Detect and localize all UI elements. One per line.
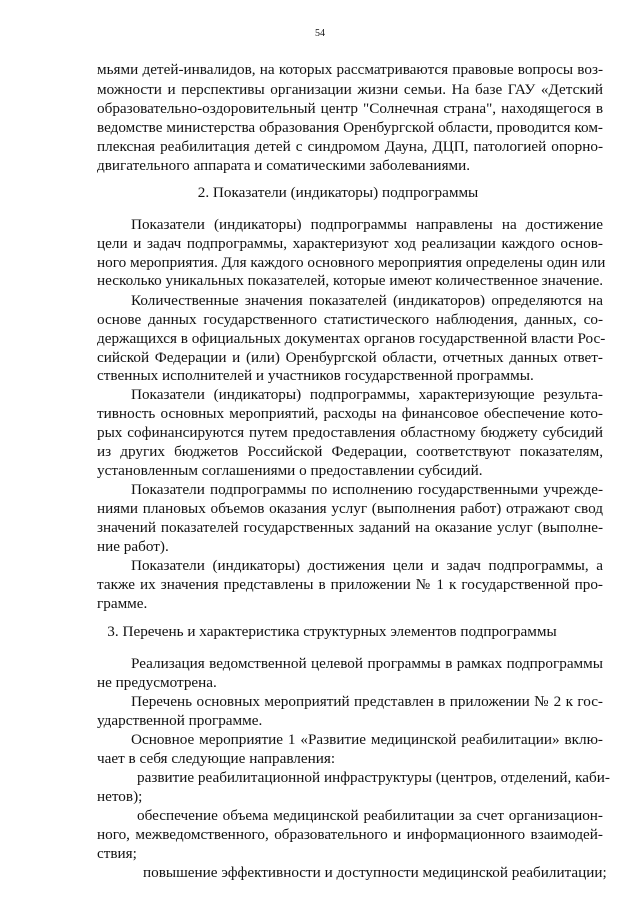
paragraph-line: не предусмотрена. (97, 674, 217, 691)
paragraph-line: держащихся в официальных документах органов государственной власти Рос- (97, 330, 606, 347)
paragraph-line: Показатели (индикаторы) подпрограммы, характеризующие результа- (131, 386, 603, 403)
intro-line: плексная реабилитация детей с синдромом Дауна, ДЦП, патологией опорно- (97, 138, 603, 155)
intro-line: образовательно-оздоровительный центр "Солнечная страна", находящегося в (97, 100, 603, 117)
paragraph-line: значений показателей государственных заданий на оказание услуг (выполне- (97, 519, 603, 536)
paragraph-line: установленным соглашениями о предоставлении субсидий. (97, 462, 483, 479)
paragraph-line: ственных исполнителей и участников государственной программы. (97, 367, 534, 384)
paragraph-line: ниями плановых объемов оказания услуг (выполнения работ) отражают свод (97, 500, 603, 517)
paragraph-line: ного мероприятия. Для каждого основного мероприятия определены один или (97, 254, 606, 271)
paragraph-line: грамме. (97, 595, 148, 612)
paragraph-line: ударственной программе. (97, 712, 263, 729)
intro-line: мьями детей-инвалидов, на которых рассматриваются правовые вопросы воз- (97, 61, 603, 78)
list-item-line: ного, межведомственного, образовательного и информационного взаимодей- (97, 826, 603, 843)
intro-line: двигательного аппарата и соматическими заболеваниями. (97, 157, 471, 174)
paragraph-line: рых софинансируются путем предоставления областному бюджету субсидий (97, 424, 603, 441)
paragraph-line: ние работ). (97, 538, 169, 555)
paragraph-line: основе данных государственного статистического наблюдения, данных, со- (97, 311, 603, 328)
paragraph-line: Показатели подпрограммы по исполнению государственными учрежде- (131, 481, 603, 498)
section-2-heading: 2. Показатели (индикаторы) подпрограммы (197, 184, 479, 201)
paragraph-line: из других бюджетов Российской Федерации, соответствуют показателям, (97, 443, 603, 460)
list-item-line: развитие реабилитационной инфраструктуры (центров, отделений, каби- (137, 769, 610, 786)
list-item-line: ствия; (97, 845, 137, 862)
page-number: 54 (315, 28, 325, 39)
paragraph-line: тивность основных мероприятий, расходы на финансовое обеспечение кото- (97, 405, 603, 422)
section-3-heading: 3. Перечень и характеристика структурных элементов подпрограммы (107, 623, 557, 640)
intro-line: можности и перспективы организации жизни семьи. На базе ГАУ «Детский (97, 81, 603, 98)
paragraph-line: Основное мероприятие 1 «Развитие медицинской реабилитации» вклю- (131, 731, 603, 748)
list-item-line: нетов); (97, 788, 143, 805)
intro-line: ведомстве министерства образования Оренбургской области, проводится ком- (97, 119, 603, 136)
paragraph-line: Реализация ведомственной целевой программы в рамках подпрограммы (131, 655, 603, 672)
list-item-line: повышение эффективности и доступности медицинской реабилитации; (143, 864, 607, 881)
paragraph-line: чает в себя следующие направления: (97, 750, 336, 767)
paragraph-line: Количественные значения показателей (индикаторов) определяются на (131, 292, 603, 309)
paragraph-line: Показатели (индикаторы) подпрограммы направлены на достижение (131, 216, 603, 233)
paragraph-line: также их значения представлены в приложении № 1 к государственной про- (97, 576, 603, 593)
paragraph-line: цели и задач подпрограммы, характеризуют ход реализации каждого основ- (97, 235, 603, 252)
list-item-line: обеспечение объема медицинской реабилитации за счет организацион- (137, 807, 603, 824)
paragraph-line: несколько уникальных показателей, которые имеют количественное значение. (97, 272, 604, 289)
paragraph-line: Перечень основных мероприятий представлен в приложении № 2 к гос- (131, 693, 603, 710)
paragraph-line: сийской Федерации и (или) Оренбургской области, отчетных данных ответ- (97, 349, 603, 366)
paragraph-line: Показатели (индикаторы) достижения цели и задач подпрограммы, а (131, 557, 603, 574)
